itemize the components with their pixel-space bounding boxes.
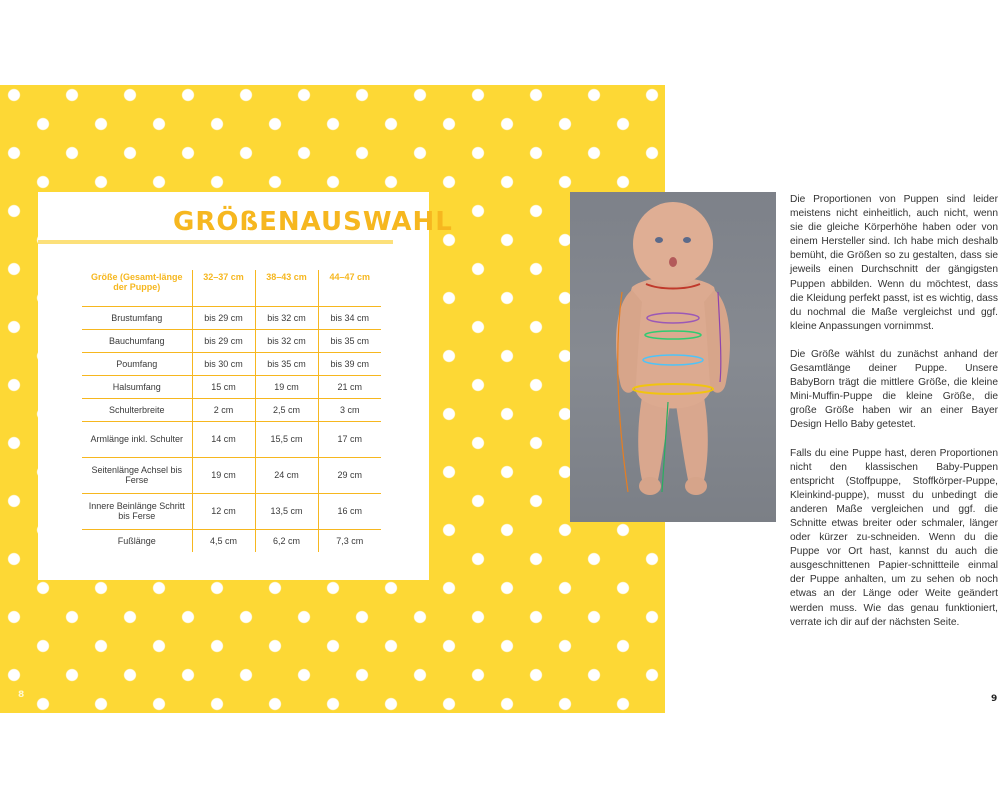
row-label: Brustumfang	[82, 306, 192, 329]
header-size-large: 44–47 cm	[318, 270, 381, 306]
table-cell: bis 35 cm	[318, 329, 381, 352]
table-cell: 21 cm	[318, 375, 381, 398]
title-underline	[38, 240, 393, 244]
table-cell: 29 cm	[318, 457, 381, 493]
table-cell: 2 cm	[192, 398, 255, 421]
table-cell: 19 cm	[192, 457, 255, 493]
page-number-left: 8	[18, 690, 25, 700]
row-label: Bauchumfang	[82, 329, 192, 352]
table-cell: bis 34 cm	[318, 306, 381, 329]
table-cell: 2,5 cm	[255, 398, 318, 421]
paragraph: Falls du eine Puppe hast, deren Proportionen nicht den klassischen Baby-Puppen entspricht (Stoffpuppe, Stoffkörper-Puppe, Kleinkind-puppe), musst du unbedingt die anderen Maße vergleichen und ggf. die Schnitte etwas breiter oder schmaler, länger oder kürzer zu-schneiden. Wenn du die Puppe vor Ort hast, kannst du auch die ausgeschnittenen Papier-schnittteile einmal der Puppe anhalten, um zu sehen ob noch etwas an der Länge oder Weite geändert werden muss. Wie das genau funktioniert, verrate ich dir auf der nächsten Seite.	[790, 447, 998, 628]
table-row	[82, 493, 381, 529]
table-cell: 16 cm	[318, 493, 381, 529]
row-label: Fußlänge	[117, 535, 156, 546]
table-cell: 7,3 cm	[318, 529, 381, 552]
size-table	[82, 270, 381, 552]
paragraph: Die Größe wählst du zunächst anhand der Gesamtlänge deiner Puppe. Unsere BabyBorn trägt die mittlere Größe, die kleine Mini-Muffin-Puppe die kleine Größe, die große Größe haben wir an einer Bayer Design Hello Baby getestet.	[790, 348, 998, 431]
row-label: Innere Beinlänge Schritt bis Ferse	[82, 493, 192, 529]
table-cell: 6,2 cm	[255, 529, 318, 552]
table-cell: 15 cm	[192, 375, 255, 398]
table-cell: bis 30 cm	[192, 352, 255, 375]
table-header-row	[82, 270, 381, 306]
header-size-medium: 38–43 cm	[255, 270, 318, 306]
header-size: Größe (Gesamt-länge der Puppe)	[82, 270, 192, 306]
table-cell: 4,5 cm	[192, 529, 255, 552]
page-title: GRÖßENAUSWAHL	[173, 207, 453, 237]
page-number-right: 9	[991, 694, 998, 704]
table-cell: bis 39 cm	[318, 352, 381, 375]
table-cell: 15,5 cm	[255, 421, 318, 457]
table-cell: 19 cm	[255, 375, 318, 398]
doll-illustration	[570, 192, 776, 522]
table-cell: bis 32 cm	[255, 306, 318, 329]
table-row	[82, 398, 381, 421]
row-label: Schulterbreite	[82, 398, 192, 421]
table-row	[82, 375, 381, 398]
table-cell: 13,5 cm	[255, 493, 318, 529]
table-cell: 14 cm	[192, 421, 255, 457]
table-cell: 3 cm	[318, 398, 381, 421]
row-label: Halsumfang	[82, 375, 192, 398]
size-selection-card	[38, 192, 453, 580]
table-cell: 12 cm	[192, 493, 255, 529]
row-label: Seitenlänge Achsel bis Ferse	[82, 457, 192, 493]
table-cell: 24 cm	[255, 457, 318, 493]
body-text	[790, 193, 998, 644]
table-cell: bis 29 cm	[192, 306, 255, 329]
table-row	[82, 529, 381, 552]
table-cell: bis 29 cm	[192, 329, 255, 352]
row-label: Armlänge inkl. Schulter	[82, 421, 192, 457]
header-size-small: 32–37 cm	[192, 270, 255, 306]
table-cell: bis 35 cm	[255, 352, 318, 375]
table-row	[82, 329, 381, 352]
table-row	[82, 421, 381, 457]
table-row	[82, 352, 381, 375]
table-row	[82, 457, 381, 493]
paragraph: Die Proportionen von Puppen sind leider meistens nicht einheitlich, auch nicht, wenn sie die gleiche Körperhöhe haben oder von einem Hersteller sind. Ich habe mich deshalb bemüht, die Größen so zu gestalten, dass sie jeweils einen Durchschnitt der gängigsten Puppen abbilden. Wenn du möchtest, dass die Kleidung perfekt passt, ist es wichtig, dass du nochmal die Maße vergleichst und ggf. kleine Anpassungen vornimmst.	[790, 194, 998, 332]
table-row	[82, 306, 381, 329]
doll-photo	[570, 192, 776, 522]
row-label: Poumfang	[82, 352, 192, 375]
table-cell: bis 32 cm	[255, 329, 318, 352]
table-cell: 17 cm	[318, 421, 381, 457]
